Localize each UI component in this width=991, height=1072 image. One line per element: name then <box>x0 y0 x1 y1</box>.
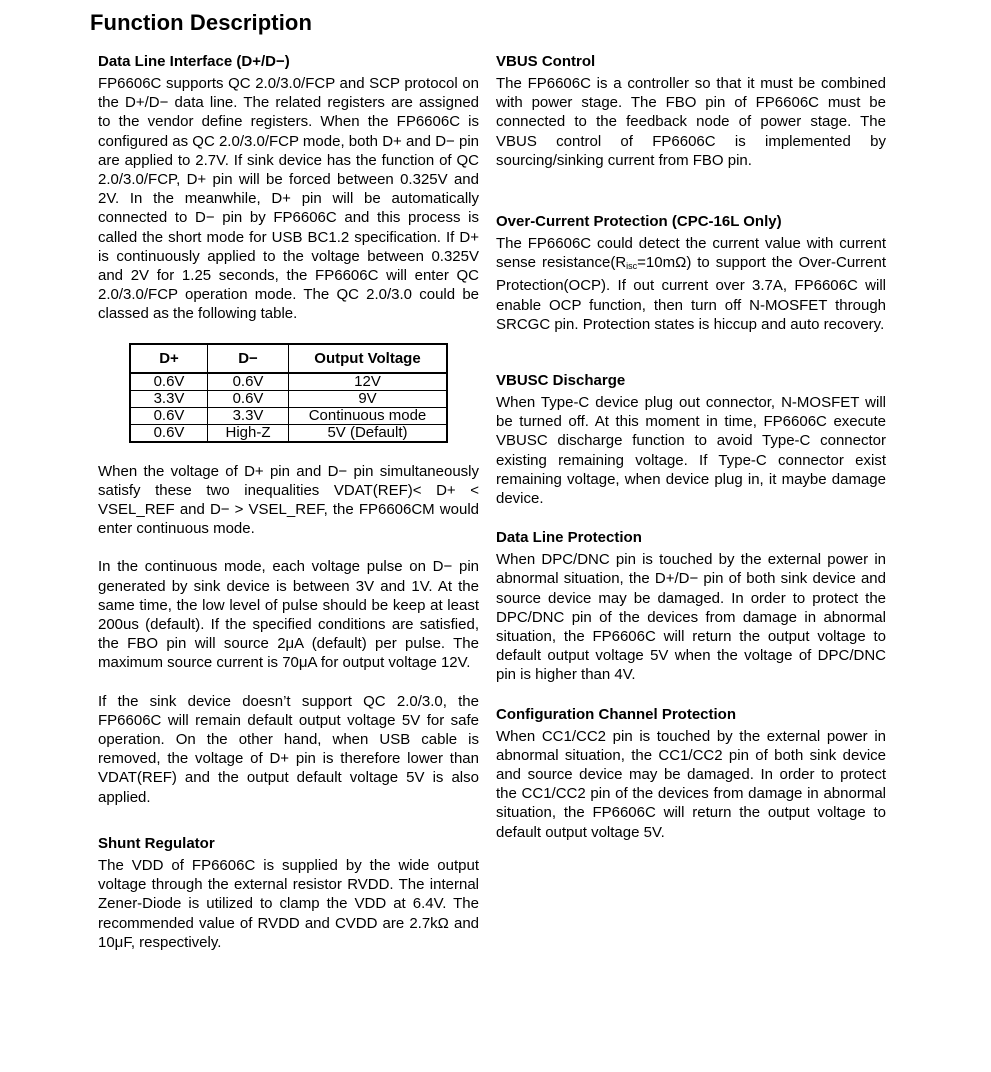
section-configuration-channel-protection <box>496 705 886 842</box>
table-row <box>130 373 447 391</box>
section-heading: VBUS Control <box>496 53 596 70</box>
table-header: D+ <box>130 344 208 373</box>
paragraph: The VDD of FP6606C is supplied by the wide output voltage through the external resistor RVDD. The internal Zener-Diode is utilized to clamp the VDD at 6.4V. The recommended value of RVDD and CVDD are 2.7kΩ and 10μF, respectively. <box>98 856 479 951</box>
qc-voltage-table <box>129 343 448 443</box>
table-cell: 5V (Default) <box>289 424 448 442</box>
section-shunt-regulator <box>98 834 479 952</box>
paragraph-text: =10mΩ) to support the Over-Current Protection(OCP). If out current over 3.7A, FP6606C will enable OCP function, then turn off N-MOSFET through SRCGC pin. Protection states is hiccup and auto recovery. <box>496 254 887 333</box>
paragraph: When CC1/CC2 pin is touched by the external power in abnormal situation, the CC1/CC2 pin of both sink device and source device may be damaged. In order to protect the CC1/CC2 pin of the devices from damage in abnormal situation, the FP6606C will return the output voltage to default output voltage 5V. <box>496 727 886 841</box>
section-vbusc-discharge <box>496 371 886 508</box>
paragraph: If the sink device doesn’t support QC 2.0/3.0, the FP6606C will remain default output voltage 5V for safe operation. On the other hand, when USB cable is removed, the voltage of D+ pin is therefore lower than VDAT(REF) and the output default voltage 5V is also applied. <box>98 692 479 806</box>
paragraph: FP6606C supports QC 2.0/3.0/FCP and SCP protocol on the D+/D− data line. The related registers are assigned to the vendor define registers. When the FP6606C is configured as QC 2.0/3.0/FCP mode, both D+ and D− pin are applied to 2.7V. If sink device has the function of QC 2.0/3.0/FCP, D+ pin will be forced between 0.325V and 2V. In the meanwhile, D+ pin will be automatically connected to D− pin by FP6606C and this process is called the short mode for USB BC1.2 specification. If D+ is continuously applied to the voltage between 0.325V and 2V for 1.25 seconds, the FP6606C will enter QC 2.0/3.0/FCP operation mode. The QC 2.0/3.0 could be classed as the following table. <box>98 75 479 323</box>
table-cell: 3.3V <box>130 390 208 407</box>
table-cell: 0.6V <box>130 373 208 391</box>
section-data-line-interface <box>98 52 479 807</box>
table-cell: 9V <box>289 390 448 407</box>
paragraph: The FP6606C is a controller so that it must be combined with power stage. The FBO pin of FP6606C must be connected to the feedback node of power stage. The VBUS control of FP6606C is implemented by sourcing/sinking current from FBO pin. <box>496 75 886 169</box>
table-header: Output Voltage <box>289 344 448 373</box>
table-cell: 3.3V <box>208 407 289 424</box>
left-column <box>98 52 479 952</box>
section-heading: Configuration Channel Protection <box>496 705 736 723</box>
table-cell: 0.6V <box>208 373 289 391</box>
paragraph: When Type-C device plug out connector, N-MOSFET will be turned off. At this moment in time, FP6606C execute VBUSC discharge function to avoid Type-C connector existing remaining voltage. If Type-C connector exist remaining voltage, when device plug in, it maybe damage device. <box>496 394 886 508</box>
section-heading: VBUSC Discharge <box>496 372 626 390</box>
paragraph: When the voltage of D+ pin and D− pin simultaneously satisfy these two inequalities VDAT(REF)< D+ < VSEL_REF and D− > VSEL_REF, the FP6606CM would enter continuous mode. <box>98 462 479 538</box>
right-column <box>496 52 886 842</box>
table-row <box>130 407 447 424</box>
table-row <box>130 424 447 442</box>
section-vbus-control <box>496 52 886 170</box>
section-heading: Over-Current Protection (CPC-16L Only) <box>496 213 782 231</box>
paragraph <box>496 234 886 334</box>
section-heading: Data Line Protection <box>496 529 642 547</box>
table-header: D− <box>208 344 289 373</box>
section-data-line-protection <box>496 528 886 684</box>
section-heading: Shunt Regulator <box>98 834 215 852</box>
section-heading: Data Line Interface (D+/D−) <box>98 53 290 70</box>
page-title: Function Description <box>90 10 312 35</box>
table-cell: 0.6V <box>130 424 208 442</box>
paragraph-text: The FP6606C could detect the current value with current sense resistance(R <box>496 235 886 272</box>
table-row <box>130 390 447 407</box>
table-cell: Continuous mode <box>289 407 448 424</box>
section-over-current-protection <box>496 212 886 334</box>
table-header-row <box>130 344 447 373</box>
paragraph: When DPC/DNC pin is touched by the external power in abnormal situation, the D+/D− pin of both sink device and source device may be damaged. In order to protect the DPC/DNC pin of the devices from damage in abnormal situation, the FP6606C will return the output voltage to default output voltage 5V when the voltage of DPC/DNC pin is higher than 4V. <box>496 551 886 684</box>
subscript: isc <box>626 261 638 272</box>
table-cell: 0.6V <box>208 390 289 407</box>
table-cell: High-Z <box>208 424 289 442</box>
table-cell: 12V <box>289 373 448 391</box>
paragraph: In the continuous mode, each voltage pulse on D− pin generated by sink device is between 3V and 1V. At the same time, the low level of pulse should be keep at least 200us (default). If the specified conditions are satisfied, the FBO pin will source 2μA (default) per pulse. The maximum source current is 70μA for output voltage 12V. <box>98 558 479 672</box>
table-cell: 0.6V <box>130 407 208 424</box>
